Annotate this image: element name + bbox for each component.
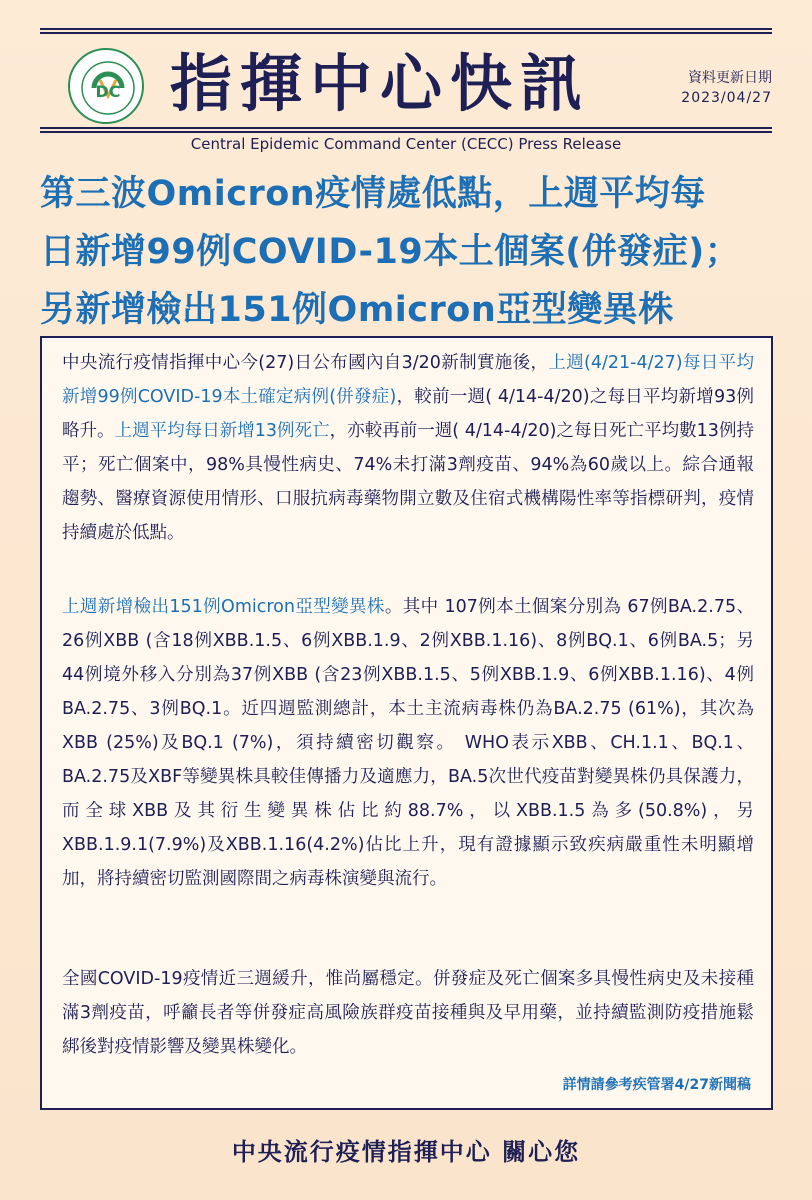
p3-text: 全國COVID-19疫情近三週緩升，惟尚屬穩定。併發症及死亡個案多具慢性病史及未接種滿3劑疫苗，呼籲長者等併發症高風險族群疫苗接種與及早用藥，並持續監測防疫措施鬆綁後對疫情影響及變異株變化。 [62, 969, 754, 1057]
headline-line-2: 日新增99例COVID-19本土個案(併發症)； [40, 232, 741, 272]
press-release-body [40, 336, 773, 1110]
p1-text-c: ，較前一週( 4/14-4/20)之每日平均新增93例略升。 [62, 387, 754, 441]
p1-highlight-deaths: 上週平均每日新增13例死亡 [114, 421, 330, 441]
headline [40, 165, 780, 339]
p1-text-e: ，亦較再前一週( 4/14-4/20)之每日死亡平均數13例持平；死亡個案中，98%具慢性病史、74%未打滿3劑疫苗、94%為60歲以上。綜合通報趨勢、醫療資源使用情形、口服抗病毒藥物開立數及住宿式機構陽性率等指標研判，疫情持續處於低點。 [62, 421, 754, 543]
paragraph-3 [62, 962, 754, 1064]
update-date-label: 資料更新日期 [688, 70, 772, 86]
p1-text-a: 中央流行疫情指揮中心今(27)日公布國內自3/20新制實施後， [62, 353, 549, 373]
paragraph-2 [62, 590, 754, 896]
header [40, 28, 772, 156]
page-title: 指揮中心快訊 [170, 47, 591, 120]
footer-signature: 中央流行疫情指揮中心 關心您 [231, 1138, 581, 1166]
p2-highlight-variants: 上週新增檢出151例Omicron亞型變異株 [62, 597, 385, 617]
paragraph-1 [62, 346, 754, 550]
english-subtitle: Central Epidemic Command Center (CECC) Press Release [190, 135, 622, 153]
header-top-rule [40, 28, 772, 34]
headline-line-1: 第三波Omicron疫情處低點，上週平均每 [40, 174, 706, 214]
update-date-value: 2023/04/27 [681, 90, 772, 106]
p2-text-b: 。其中 107例本土個案分別為 67例BA.2.75、26例XBB (含18例XBB.1.5、6例XBB.1.9、2例XBB.1.16)、8例BQ.1、6例BA.5；另44例境外移入分別為37例XBB (含23例XBB.1.5、5例XBB.1.9、6例XBB.1.16)、4例BA.2.75、3例BQ.1。近四週監測總計，本土主流病毒株仍為BA.2.75 (61%)，其次為XBB (25%)及BQ.1 (7%)，須持續密切觀察。 WHO表示XBB、CH.1.1、BQ.1、BA.2.75及XBF等變異株具較佳傳播力及適應力，BA.5次世代疫苗對變異株仍具保護力，而全球XBB及其衍生變異株佔比約88.7%，以XBB.1.5為多(50.8%)，另XBB.1.9.1(7.9%)及XBB.1.16(4.2%)佔比上升，現有證據顯示致疾病嚴重性未明顯增加，將持續密切監測國際間之病毒株演變與流行。 [62, 597, 754, 889]
p1-highlight-cases: 上週(4/21-4/27)每日平均新增99例COVID-19本土確定病例(併發症) [62, 353, 754, 407]
logo-letters: DC [95, 82, 121, 101]
header-bottom-rule [40, 127, 772, 133]
reference-note: 詳情請參考疾管署4/27新聞稿 [562, 1077, 751, 1093]
headline-line-3: 另新增檢出151例Omicron亞型變異株 [40, 290, 674, 330]
cdc-logo [68, 48, 144, 124]
